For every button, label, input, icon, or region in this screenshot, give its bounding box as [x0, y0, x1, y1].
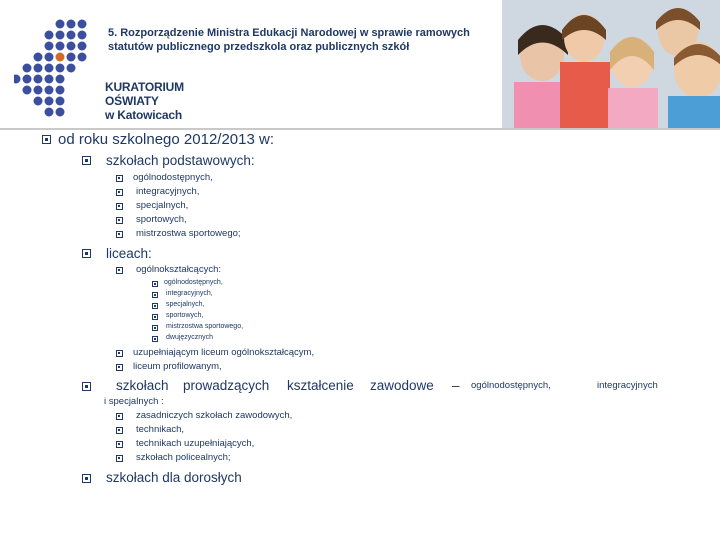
bullet-icon	[152, 325, 158, 331]
vocational-label-continuation: i specjalnych :	[104, 396, 164, 407]
bullet-icon	[82, 249, 91, 258]
vocational-label-word: –	[452, 378, 460, 393]
list-item: uzupełniającym liceum ogólnokształcącym,	[133, 347, 315, 358]
bullet-icon	[82, 474, 91, 483]
list-item: liceum profilowanym,	[133, 361, 222, 372]
list-item: sportowych,	[166, 312, 204, 319]
bullet-icon	[152, 336, 158, 342]
bullet-icon	[152, 292, 158, 298]
lyceum-label: liceach:	[106, 246, 152, 261]
logo-line-2: OŚWIATY	[105, 94, 159, 108]
list-item: specjalnych,	[136, 200, 189, 211]
list-item: mistrzostwa sportowego;	[136, 228, 241, 239]
page-title: 5. Rozporządzenie Ministra Edukacji Narodowej w sprawie ramowych statutów publicznego przedszkola oraz publicznych szkół	[108, 27, 470, 53]
bullet-icon	[116, 455, 123, 462]
vocational-label-word: prowadzących	[183, 378, 270, 393]
bullet-icon	[82, 156, 91, 165]
children-photo	[502, 0, 720, 128]
logo-line-3: w Katowicach	[105, 108, 182, 122]
list-item: specjalnych,	[166, 301, 205, 308]
bullet-icon	[152, 303, 158, 309]
vocational-label-word: integracyjnych	[597, 380, 658, 391]
bullet-icon	[116, 217, 123, 224]
logo-line-1: KURATORIUM	[105, 80, 184, 94]
header-divider	[0, 128, 720, 130]
vocational-label-word: szkołach	[116, 378, 169, 393]
list-item: technikach uzupełniających,	[136, 438, 255, 449]
bullet-icon	[116, 267, 123, 274]
header-banner	[0, 0, 720, 128]
bullet-icon	[152, 281, 158, 287]
primary-label: szkołach podstawowych:	[106, 153, 255, 168]
adult-label: szkołach dla dorosłych	[106, 470, 242, 485]
bullet-icon	[116, 441, 123, 448]
bullet-icon	[116, 175, 123, 182]
bullet-icon	[116, 231, 123, 238]
list-item: sportowych,	[136, 214, 187, 225]
lead-text: od roku szkolnego 2012/2013 w:	[58, 131, 274, 148]
bullet-icon	[116, 427, 123, 434]
vocational-label-word: kształcenie	[287, 378, 354, 393]
bullet-icon	[116, 350, 123, 357]
bullet-icon	[116, 413, 123, 420]
list-item: zasadniczych szkołach zawodowych,	[136, 410, 293, 421]
kuratorium-logo-text	[105, 80, 184, 122]
bullet-icon	[42, 135, 51, 144]
bullet-icon	[116, 189, 123, 196]
bullet-icon	[116, 364, 123, 371]
bullet-icon	[82, 382, 91, 391]
list-item: mistrzostwa sportowego,	[166, 323, 244, 330]
lyceum-sub-label: ogólnokształcących:	[136, 264, 222, 275]
logo-dots-icon	[14, 18, 94, 128]
list-item: ogólnodostępnych,	[164, 279, 223, 286]
vocational-label-word: ogólnodostępnych,	[471, 380, 551, 391]
bullet-icon	[152, 314, 158, 320]
list-item: integracyjnych,	[166, 290, 213, 297]
list-item: ogólnodostępnych,	[133, 172, 213, 183]
vocational-label-word: zawodowe	[370, 378, 434, 393]
list-item: szkołach policealnych;	[136, 452, 231, 463]
list-item: technikach,	[136, 424, 185, 435]
list-item: integracyjnych,	[136, 186, 200, 197]
list-item: dwujęzycznych	[166, 334, 214, 341]
bullet-icon	[116, 203, 123, 210]
